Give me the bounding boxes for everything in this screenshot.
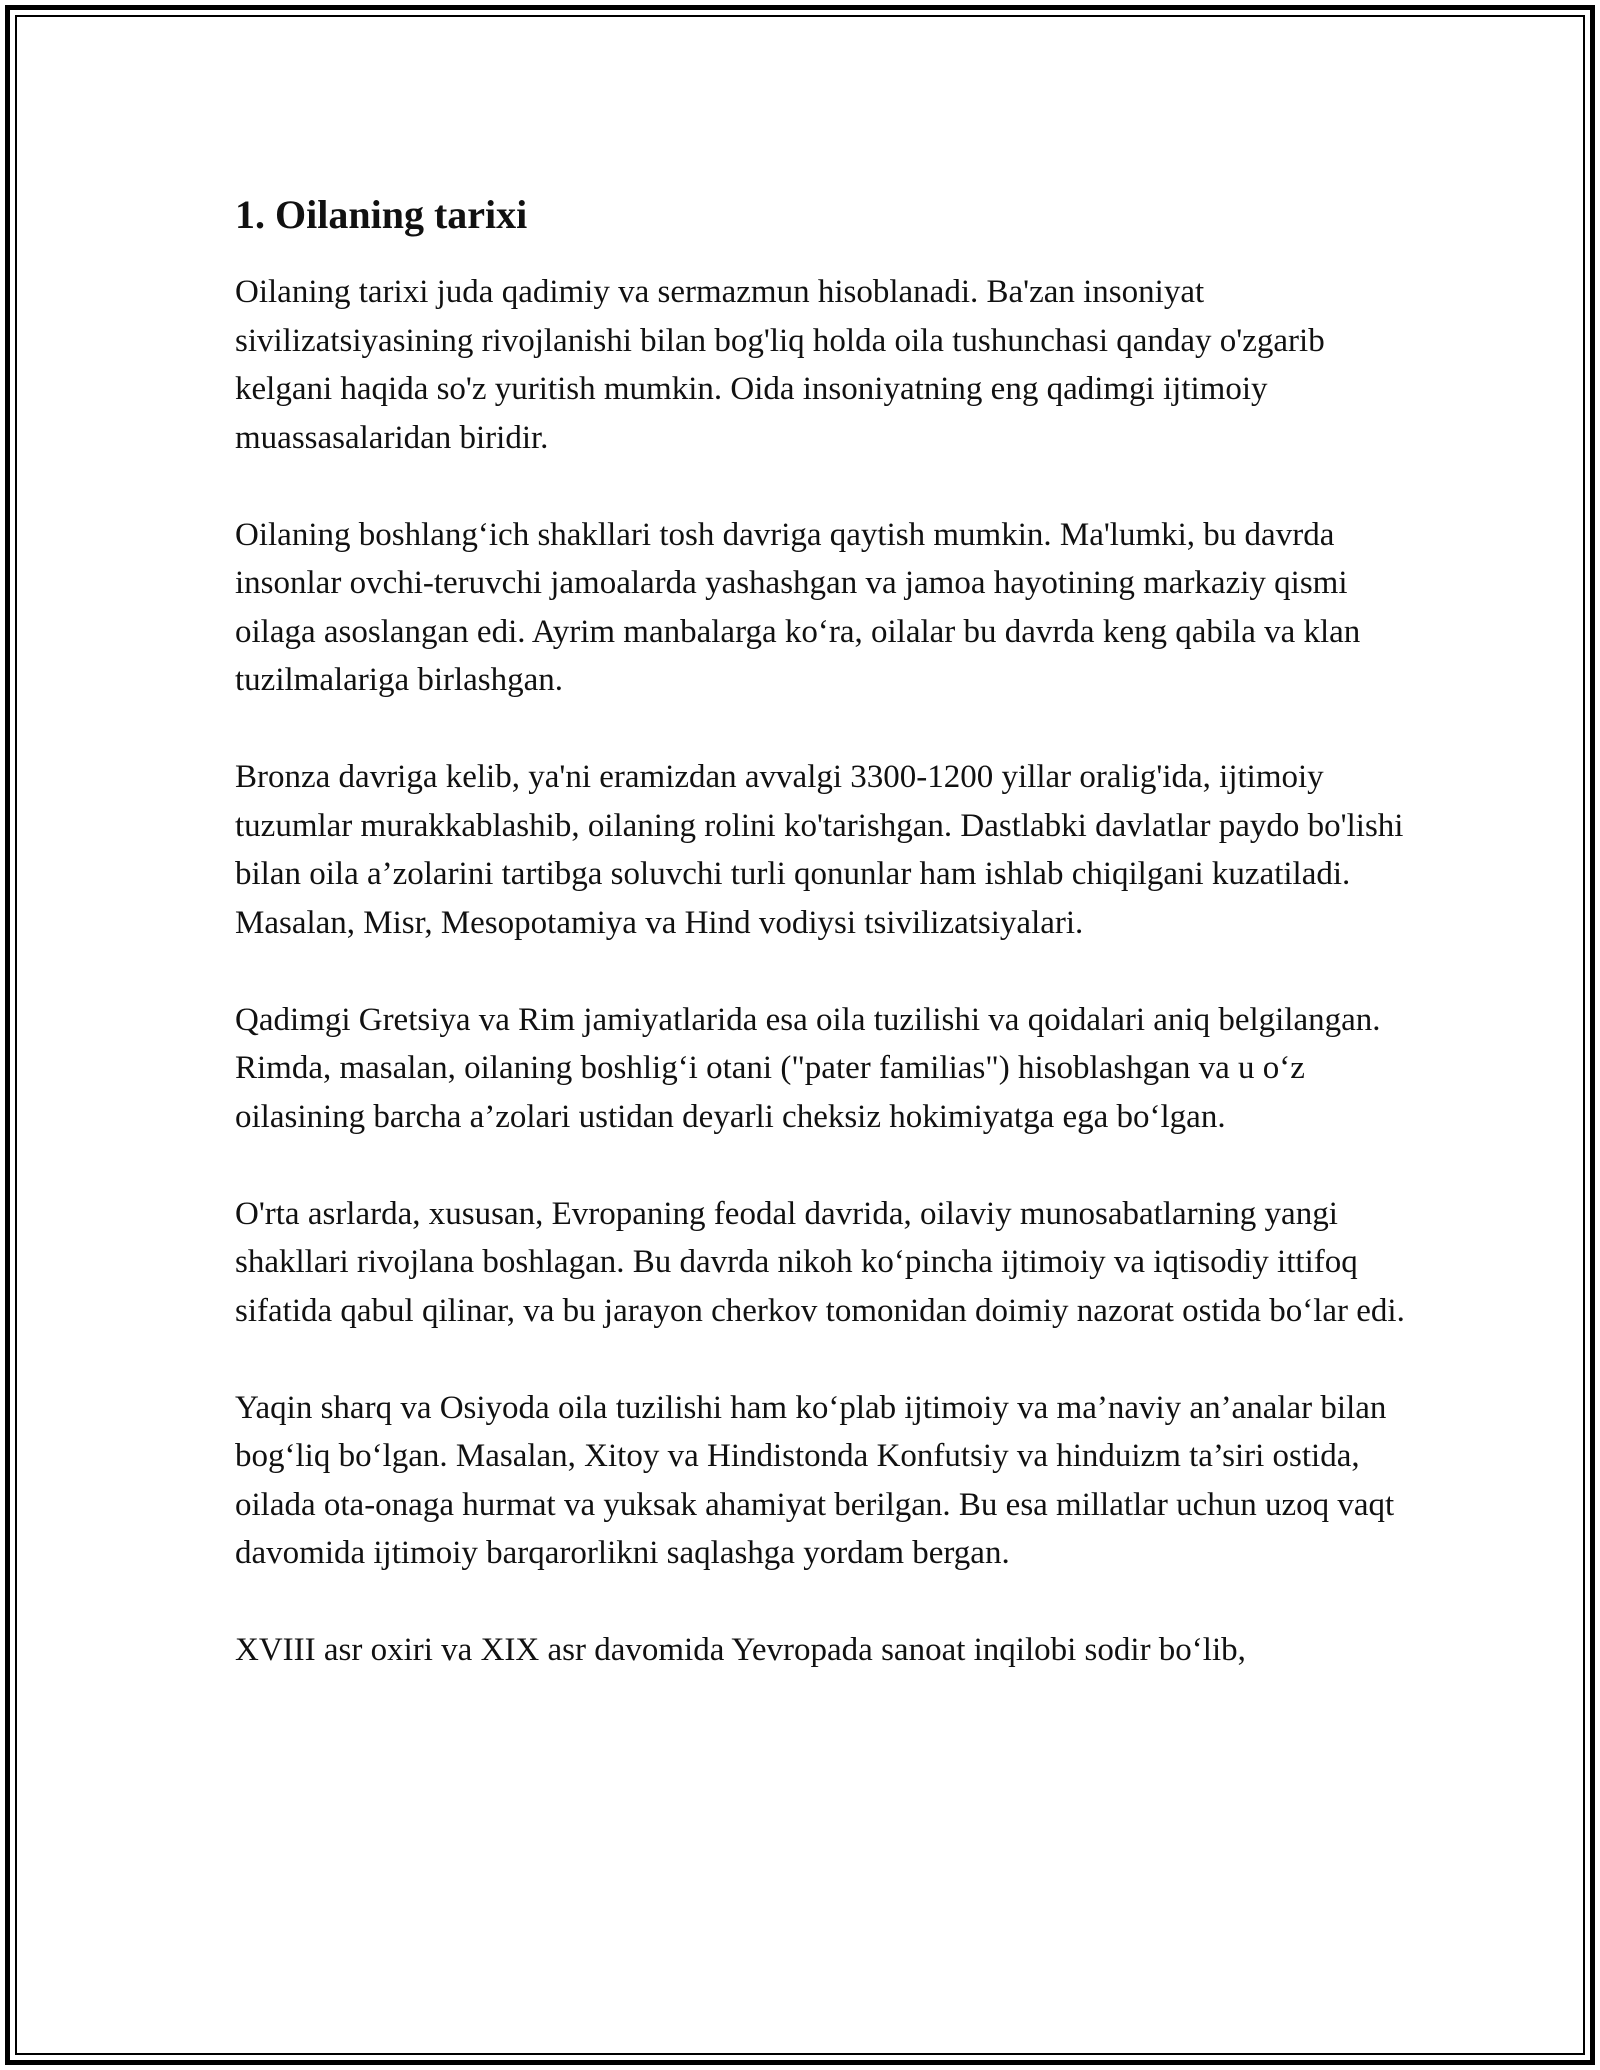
paragraph-2: Oilaning boshlang‘ich shakllari tosh davriga qaytish mumkin. Ma'lumki, bu davrda insonlar ovchi-teruvchi jamoalarda yashashgan va jamoa hayotining markaziy qismi oilaga asoslangan edi. Ayrim manbalarga ko‘ra, oilalar bu davrda keng qabila va klan tuzilmalariga birlashgan. [235,516,1361,698]
paragraph-4: Qadimgi Gretsiya va Rim jamiyatlarida esa oila tuzilishi va qoidalari aniq belgilangan. Rimda, masalan, oilaning boshlig‘i otani ("pater familias") hisoblashgan va u o‘z oilasining barcha a’zolari ustidan deyarli cheksiz hokimiyatga ega bo‘lgan. [235,1001,1381,1135]
document-body [235,190,1405,1675]
paragraph-7: XVIII asr oxiri va XIX asr davomida Yevropada sanoat inqilobi sodir bo‘lib, [235,1632,1246,1668]
paragraph-1: Oilaning tarixi juda qadimiy va sermazmun hisoblanadi. Ba'zan insoniyat sivilizatsiyasining rivojlanishi bilan bog'liq holda oila tushunchasi qanday o'zgarib kelgani haqida so'z yuritish mumkin. Oida insoniyatning eng qadimgi ijtimoiy muassasalaridan biridir. [235,274,1325,456]
section-heading: 1. Oilaning tarixi [235,192,528,237]
paragraph-5: O'rta asrlarda, xususan, Evropaning feodal davrida, oilaviy munosabatlarning yangi shakllari rivojlana boshlagan. Bu davrda nikoh ko‘pincha ijtimoiy va iqtisodiy ittifoq sifatida qabul qilinar, va bu jarayon cherkov tomonidan doimiy nazorat ostida bo‘lar edi. [235,1195,1405,1329]
paragraph-6: Yaqin sharq va Osiyoda oila tuzilishi ham ko‘plab ijtimoiy va ma’naviy an’analar bilan bog‘liq bo‘lgan. Masalan, Xitoy va Hindistonda Konfutsiy va hinduizm ta’siri ostida, oilada ota-onaga hurmat va yuksak ahamiyat berilgan. Bu esa millatlar uchun uzoq vaqt davomida ijtimoiy barqarorlikni saqlashga yordam bergan. [235,1389,1395,1571]
paragraph-3: Bronza davriga kelib, ya'ni eramizdan avvalgi 3300-1200 yillar oralig'ida, ijtimoiy tuzumlar murakkablashib, oilaning rolini ko'tarishgan. Dastlabki davlatlar paydo bo'lishi bilan oila a’zolarini tartibga soluvchi turli qonunlar ham ishlab chiqilgani kuzatiladi. Masalan, Misr, Mesopotamiya va Hind vodiysi tsivilizatsiyalari. [235,759,1404,941]
